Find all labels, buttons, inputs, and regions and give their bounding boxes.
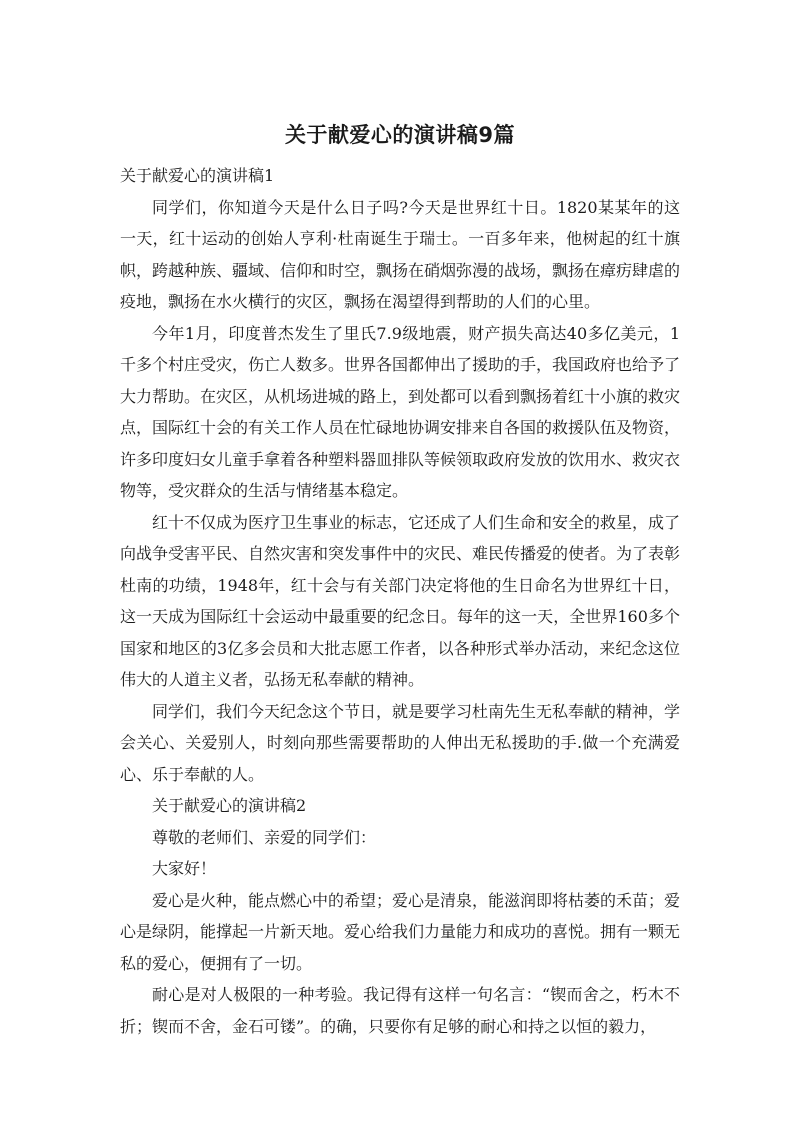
paragraph: 耐心是对人极限的一种考验。我记得有这样一句名言：“锲而舍之，朽木不折；锲而不舍，金石可镂”。的确，只要你有足够的耐心和持之以恒的毅力， <box>120 985 680 1036</box>
document-title: 关于献爱心的演讲稿9篇 <box>284 123 516 147</box>
section-heading-2: 关于献爱心的演讲稿2 <box>152 796 307 815</box>
document-body <box>120 160 680 1042</box>
paragraph: 爱心是火种，能点燃心中的希望；爱心是清泉，能滋润即将枯萎的禾苗；爱心是绿阴，能撑起一片新天地。爱心给我们力量能力和成功的喜悦。拥有一颗无私的爱心，便拥有了一切。 <box>120 890 681 973</box>
salutation: 尊敬的老师们、亲爱的同学们： <box>152 827 377 847</box>
section-heading-1: 关于献爱心的演讲稿1 <box>120 166 275 185</box>
paragraph: 同学们，你知道今天是什么日子吗?今天是世界红十日。1820某某年的这一天，红十运动的创始人亨利·杜南诞生于瑞士。一百多年来，他树起的红十旗帜，跨越种族、疆域、信仰和时空，飘扬在硝烟弥漫的战场，飘扬在瘴疠肆虐的疫地，飘扬在水火横行的灾区，飘扬在渴望得到帮助的人们的心里。 <box>120 197 681 311</box>
greeting: 大家好！ <box>152 859 217 878</box>
paragraph: 今年1月，印度普杰发生了里氏7.9级地震，财产损失高达40多亿美元，1千多个村庄受灾，伤亡人数多。世界各国都伸出了援助的手，我国政府也给予了大力帮助。在灾区，从机场进城的路上，到处都可以看到飘扬着红十小旗的救灾点，国际红十会的有关工作人员在忙碌地协调安排来自各国的救援队伍及物资，许多印度妇女儿童手拿着各种塑料器皿排队等候领取政府发放的饮用水、救灾衣物等，受灾群众的生活与情绪基本稳定。 <box>120 323 681 500</box>
paragraph: 红十不仅成为医疗卫生事业的标志，它还成了人们生命和安全的救星，成了向战争受害平民、自然灾害和突发事件中的灾民、难民传播爱的使者。为了表彰杜南的功绩，1948年，红十会与有关部门决定将他的生日命名为世界红十日，这一天成为国际红十会运动中最重要的纪念日。每年的这一天，全世界160多个国家和地区的3亿多会员和大批志愿工作者，以各种形式举办活动，来纪念这位伟大的人道主义者，弘扬无私奉献的精神。 <box>120 512 681 689</box>
paragraph: 同学们，我们今天纪念这个节日，就是要学习杜南先生无私奉献的精神，学会关心、关爱别人，时刻向那些需要帮助的人伸出无私援助的手.做一个充满爱心、乐于奉献的人。 <box>120 701 681 784</box>
